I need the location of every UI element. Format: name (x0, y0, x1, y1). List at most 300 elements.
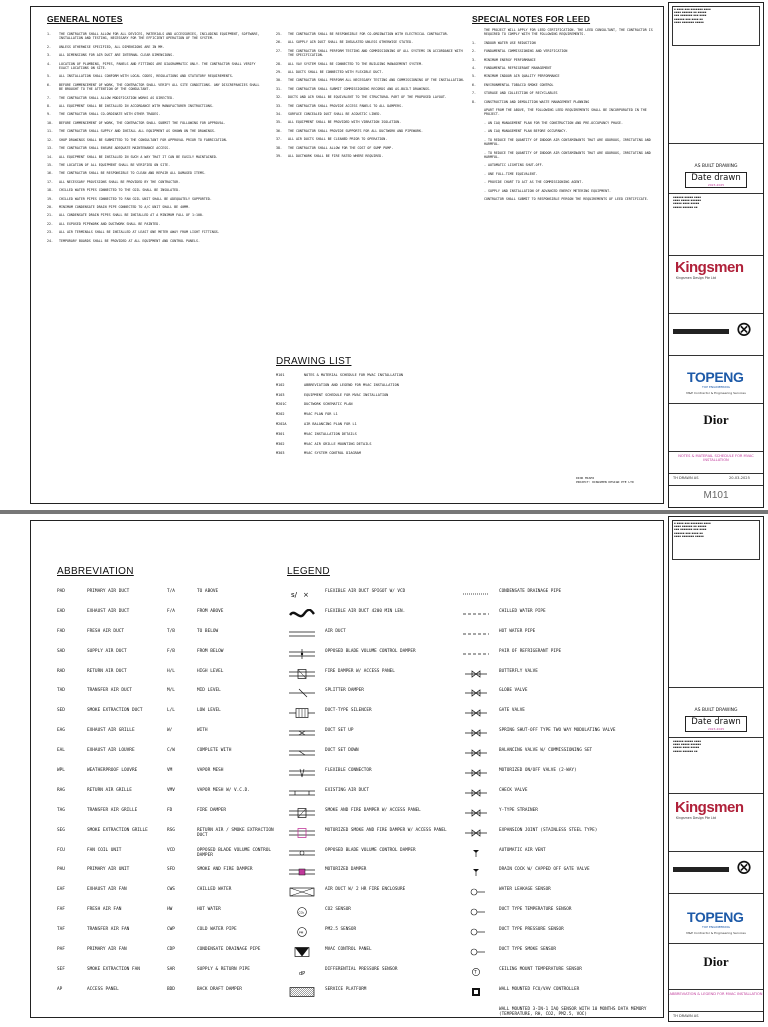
signature-note (576, 477, 634, 485)
abbreviation-row (57, 828, 179, 848)
abbreviation-meaning: PRIMARY AIR FAN (87, 947, 127, 953)
note-number (472, 121, 484, 125)
note-item (472, 197, 658, 201)
abbreviation-row (167, 748, 279, 768)
legend-description: DUCT TYPE SMOKE SENSOR (499, 947, 556, 953)
client-notes: ▪▪▪▪▪▪ ▪▪▪▪▪ ▪▪▪▪ ▪▪▪▪ ▪▪▪▪▪ ▪▪▪▪▪▪ ▪▪▪▪▪ ▪▪▪▪ ▪▪▪▪▪ ▪▪▪▪▪ ▪▪▪▪▪▪ ▪▪ (673, 740, 702, 753)
note-text: FUNDAMENTAL REFRIGERANT MANAGEMENT (484, 66, 552, 71)
note-number: 31. (276, 86, 282, 91)
abbreviation-row (167, 629, 279, 649)
legend-description: CONDENSATE DRAINAGE PIPE (499, 589, 562, 594)
drawing-title: MVAC AIR GRILLE MOUNTING DETAILS (304, 441, 372, 446)
legend-description: AIR DUCT W/ 2 HR FIRE ENCLOSURE (325, 887, 406, 893)
note-text: SHOP DRAWINGS SHALL BE SUBMITTED TO THE CONSULTANT FOR APPROVAL PRIOR TO FABRICATION. (59, 137, 228, 142)
drawing-number: M301 (276, 431, 285, 436)
note-text: THE CONTRACTOR SHALL ENSURE ADEQUATE MAINTENANCE ACCESS. (59, 146, 171, 151)
legend-description: MOTORIZED DAMPER (325, 867, 367, 873)
legend-row (461, 828, 658, 848)
abbreviation-meaning: RETURN AIR DUCT (87, 668, 127, 674)
abbreviation-row (57, 728, 179, 748)
abbreviation-code: RAD (57, 668, 65, 674)
note-number: 5. (47, 74, 51, 79)
note-item (276, 104, 466, 108)
note-item (47, 171, 263, 175)
legend-row (287, 867, 477, 887)
legend-description: OPPOSED BLADE VOLUME CONTROL DAMPER (325, 847, 416, 853)
abbreviation-row (57, 947, 179, 967)
abbreviation-code: T/A (167, 589, 175, 594)
abbreviation-row (57, 887, 179, 907)
note-text: ALL EQUIPMENT SHALL BE PROVIDED WITH VIBRATION ISOLATION. (288, 120, 402, 125)
note-number: 18. (47, 188, 53, 193)
note-item (47, 180, 263, 184)
abbreviation-code: FCU (57, 847, 65, 853)
abbreviation-meaning: SMOKE EXTRACTION DUCT (87, 708, 143, 714)
legend-description: CHILLED WATER PIPE (499, 608, 546, 614)
note-number: 8. (472, 99, 476, 104)
note-item (276, 146, 466, 150)
legend-row (461, 728, 658, 748)
note-text: ALL CONDENSATE DRAIN PIPES SHALL BE INSTALLED AT A MINIMUM FALL OF 1:100. (59, 213, 204, 218)
legend-symbol-platform-icon (287, 987, 325, 997)
legend-row (461, 947, 658, 967)
general-notes-column-2 (276, 32, 466, 163)
legend-description: FLEXIBLE AIR DUCT SPIGOT W/ VCD (325, 589, 406, 594)
legend-symbol-valve-icon (461, 748, 499, 758)
legend-row (287, 728, 477, 748)
topeng-logo: TOPENG (687, 369, 744, 385)
abbreviation-row (57, 688, 179, 708)
legend-row (287, 609, 477, 629)
legend-description: EXISTING AIR DUCT (325, 787, 369, 793)
note-item (47, 74, 263, 78)
note-item (472, 66, 658, 70)
legend-row (287, 768, 477, 788)
note-number: 17. (47, 179, 53, 184)
note-number (472, 129, 484, 133)
note-item (276, 49, 466, 58)
drawing-number: M201C (276, 402, 287, 407)
legend-symbol (461, 1007, 499, 1017)
legend-symbol-pm-icon (287, 927, 325, 937)
legend-description: SERVICE PLATFORM (325, 986, 367, 992)
svg-text:s/: s/ (291, 591, 298, 599)
drawing-number: M302 (276, 441, 285, 446)
date-drawn-value: 2023-2025 (707, 183, 725, 187)
abbreviation-meaning: RETURN AIR / SMOKE EXTRACTION DUCT (197, 827, 274, 838)
note-item (276, 154, 466, 158)
abbreviation-meaning: COLD WATER PIPE (197, 927, 237, 933)
legend-row (287, 748, 477, 768)
legend-symbol-valve-icon (461, 669, 499, 679)
legend-symbol-valve-icon (461, 828, 499, 838)
divider (669, 451, 763, 452)
note-item (47, 129, 263, 133)
note-text: ALL AIR DUCTS SHALL BE CLEANED PRIOR TO OPERATION. (288, 137, 388, 142)
abbreviation-meaning: EXHAUST AIR LOUVRE (87, 748, 135, 754)
abbreviation-column-2 (167, 589, 279, 1007)
kingsmen-subtitle: Kingsmen Design Pte Ltd (676, 816, 716, 820)
note-item (472, 49, 658, 53)
abbreviation-row (57, 987, 179, 1007)
note-text: ALL SUPPLY AIR DUCT SHALL BE INSULATED UNLESS OTHERWISE STATED. (288, 40, 414, 45)
divider (669, 943, 763, 944)
topeng-subtitle-2: M&E Contractor & Engineering Services (686, 931, 746, 935)
abbreviation-meaning: EXHAUST AIR DUCT (87, 608, 130, 614)
note-number: 28. (276, 61, 282, 66)
legend-symbol-up-icon (287, 728, 325, 738)
note-number: 1. (472, 40, 476, 45)
legend-symbol-sensor-icon (461, 927, 499, 937)
note-text: - TO REDUCE THE QUANTITY OF INDOOR AIR CONTAMINANTS THAT ARE ODOROUS, IRRITATING AND HARMFUL. (484, 150, 651, 159)
note-number: 15. (47, 162, 53, 167)
legend-description: SMOKE AND FIRE DAMPER W/ ACCESS PANEL (325, 807, 421, 813)
abbreviation-code: CWS (167, 887, 175, 893)
abbreviation-meaning: TO BELOW (197, 628, 219, 634)
divider (669, 255, 763, 256)
legend-row (461, 788, 658, 808)
legend-symbol-flexconn-icon (287, 768, 325, 778)
abbreviation-meaning: CHILLED WATER (197, 887, 232, 893)
note-item (472, 74, 658, 78)
abbreviation-meaning: COMPLETE WITH (197, 748, 232, 754)
note-text: THE CONTRACTOR SHALL SUBMIT COMMISSIONING RECORDS AND AS-BUILT DRAWINGS. (288, 86, 431, 91)
drawing-list-row (276, 383, 466, 388)
drawing-title: AIR BALANCING PLAN FOR L1 (304, 421, 357, 426)
abbreviation-meaning: TRANSFER AIR DUCT (87, 688, 132, 694)
abbreviation-code: F/A (167, 608, 175, 614)
abbreviation-code: L/L (167, 708, 175, 714)
note-item (47, 112, 263, 116)
legend-description: PM2.5 SENSOR (325, 927, 357, 933)
note-text: THE CONTRACTOR SHALL BE RESPONSIBLE FOR CO-ORDINATION WITH ELECTRICAL CONTRACTOR. (288, 32, 449, 36)
abbreviation-code: TAG (57, 807, 65, 813)
legend-row (461, 669, 658, 689)
note-item (472, 163, 658, 167)
legend-symbol-dot-icon (461, 589, 499, 599)
note-number: 3. (47, 53, 51, 58)
note-number (472, 28, 484, 37)
legend-symbol-square-icon (461, 987, 499, 997)
abbreviation-code: TAD (57, 688, 65, 694)
note-item (47, 138, 263, 142)
legend-row (287, 907, 477, 927)
abbreviation-code: RAG (57, 787, 65, 793)
abbreviation-row (57, 927, 179, 947)
legend-symbol-valve-icon (461, 728, 499, 738)
legend-row (461, 927, 658, 947)
legend-row (287, 947, 477, 967)
note-item (47, 155, 263, 159)
note-number: 36. (276, 128, 282, 133)
legend-symbol-md-icon (287, 867, 325, 877)
legend-description: GLOBE VALVE (499, 688, 528, 694)
abbreviation-meaning: MID LEVEL (197, 688, 221, 694)
svg-text:CO₂: CO₂ (298, 910, 305, 915)
legend-description: FLEXIBLE AIR DUCT 4200 MIN LEN. (325, 608, 406, 614)
note-item (276, 137, 466, 141)
divider (669, 737, 763, 738)
abbreviation-row (57, 748, 179, 768)
abbreviation-row (167, 728, 279, 748)
note-number: 4. (47, 61, 51, 66)
legend-description: DUCT TYPE PRESSURE SENSOR (499, 927, 564, 933)
abbreviation-row (57, 708, 179, 728)
divider (669, 143, 763, 144)
abbreviation-column-1 (57, 589, 179, 1007)
note-text: CHILLED WATER PIPES CONNECTED TO FAN COIL UNIT SHALL BE ADEQUATELY SUPPORTED. (59, 196, 212, 201)
abbreviation-row (57, 629, 179, 649)
note-text: CONSTRUCTION AND DEMOLITION WASTE MANAGEMENT PLANNING (484, 99, 590, 104)
drawing-list-row (276, 432, 466, 437)
drawing-list (276, 373, 466, 461)
legend-symbol-split-icon (287, 688, 325, 698)
legend-description: EXPANSION JOINT (STAINLESS STEEL TYPE) (499, 827, 598, 833)
legend-column-1 (287, 589, 477, 1007)
abbreviation-row (167, 867, 279, 887)
legend-description: FIRE DAMPER W/ ACCESS PANEL (325, 668, 395, 674)
drawing-list-row (276, 402, 466, 407)
note-text: MINIMUM INDOOR AIR QUALITY PERFORMANCE (484, 74, 560, 79)
note-text: STORAGE AND COLLECTION OF RECYCLABLES (484, 91, 558, 96)
legend-description: GATE VALVE (499, 708, 525, 714)
legend-symbol-circle-icon (461, 967, 499, 977)
drawing-title: EQUIPMENT SCHEDULE FOR MVAC INSTALLATION (304, 392, 389, 397)
abbreviation-code: EAF (57, 887, 65, 893)
general-notes-column-1 (47, 32, 263, 247)
note-item (472, 189, 658, 193)
note-number: 22. (47, 221, 53, 226)
legend-row (461, 867, 658, 887)
drawing-title: DUCTWORK SCHEMATIC PLAN (304, 402, 353, 407)
abbreviation-meaning: FRESH AIR DUCT (87, 628, 125, 634)
abbreviation-code: H/L (167, 668, 175, 674)
revision-notes: ▪ ▪▪▪▪ ▪▪▪ ▪▪▪▪▪▪▪ ▪▪▪▪ ▪▪▪▪ ▪▪▪▪▪▪ ▪▪ ▪▪▪▪▪ ▪▪▪ ▪▪▪▪▪▪▪ ▪▪▪ ▪▪▪▪ ▪▪▪▪▪▪ ▪▪▪ ▪▪▪▪ ▪▪ ▪▪▪▪ ▪▪▪▪▪▪▪ ▪▪▪▪▪ (674, 522, 711, 538)
abbreviation-code: PAF (57, 947, 65, 953)
abbreviation-code: W/ (167, 728, 173, 734)
abbreviation-row (167, 788, 279, 808)
legend-row (287, 927, 477, 947)
legend-symbol-dp-icon (287, 967, 325, 977)
note-text: - SUPPLY AND INSTALLATION OF ADVANCED ENERGY METERING EQUIPMENT. (484, 188, 612, 193)
special-notes-leed (472, 28, 658, 205)
abbreviation-row (167, 808, 279, 828)
note-item (276, 95, 466, 99)
drawing-list-row (276, 393, 466, 398)
abbreviation-code: SAR (167, 966, 175, 972)
drawing-sheet-m101 (0, 0, 768, 510)
drawing-number: M202 (276, 412, 285, 417)
legend-row (461, 708, 658, 728)
note-item (276, 32, 466, 36)
note-item (47, 62, 263, 71)
revision-notes: ▪ ▪▪▪▪ ▪▪▪ ▪▪▪▪▪▪▪ ▪▪▪▪ ▪▪▪▪ ▪▪▪▪▪▪ ▪▪ ▪▪▪▪▪ ▪▪▪ ▪▪▪▪▪▪▪ ▪▪▪ ▪▪▪▪ ▪▪▪▪▪▪ ▪▪▪ ▪▪▪▪ ▪▪ ▪▪▪▪ ▪▪▪▪▪▪▪ ▪▪▪▪▪ (674, 8, 711, 24)
abbreviation-row (167, 589, 279, 609)
abbreviation-code: RSG (167, 827, 175, 833)
contractor-logo-bar (673, 329, 729, 334)
signature-line: DIOR MIAMI (576, 476, 595, 480)
kingsmen-subtitle: Kingsmen Design Pte Ltd (676, 276, 716, 280)
abbreviation-row (57, 768, 179, 788)
divider (669, 793, 763, 794)
legend-symbol-valve-icon (461, 808, 499, 818)
note-text: THE CONTRACTOR SHALL PERFORM ALL NECESSARY TESTING AND COMMISSIONING OF THE INSTALLATION. (288, 78, 465, 83)
signature-line: PROJECT: KINGSMEN DESIGN PTE LTD (576, 479, 634, 484)
abbreviation-code: SEG (57, 827, 65, 833)
abbreviation-meaning: SUPPLY AIR DUCT (87, 648, 127, 654)
abbreviation-meaning: FAN COIL UNIT (87, 847, 122, 853)
divider (669, 473, 763, 474)
note-number: 20. (47, 204, 53, 209)
drawing-number: M101 (703, 490, 729, 501)
note-item (47, 45, 263, 49)
legend-description: MOTORIZED ON/OFF VALVE (2-WAY) (499, 768, 577, 774)
legend-description: SPRING SHUT-OFF TYPE TWO WAY MODULATING VALVE (499, 728, 616, 734)
note-number: 30. (276, 78, 282, 83)
note-text: THE CONTRACTOR SHALL BE RESPONSIBLE TO CLEAN AND REPAIR ALL DAMAGED ITEMS. (59, 171, 206, 176)
note-number: 29. (276, 70, 282, 75)
title-block (668, 2, 764, 508)
legend-symbol-valve-icon (461, 768, 499, 778)
note-item (47, 146, 263, 150)
legend-description: HOT WATER PIPE (499, 628, 536, 634)
legend-symbol-dash-icon (461, 649, 499, 659)
abbreviation-meaning: FRESH AIR FAN (87, 907, 122, 913)
legend-description: CHECK VALVE (499, 787, 528, 793)
legend-description: AIR DUCT (325, 628, 346, 634)
legend-description: FLEXIBLE CONNECTOR (325, 768, 372, 774)
legend-symbol-down-icon (287, 748, 325, 758)
general-notes-title: GENERAL NOTES (47, 14, 123, 24)
abbreviation-row (167, 987, 279, 1007)
note-number: 11. (47, 129, 53, 134)
divider (669, 687, 763, 688)
abbreviation-row (57, 649, 179, 669)
note-text: ALL EXPOSED PIPEWORK AND DUCTWORK SHALL BE PAINTED. (59, 221, 161, 226)
note-text: SURFACE CONCEALED DUCT SHALL BE ACOUSTIC LINED. (288, 112, 382, 117)
abbreviation-code: VM (167, 768, 173, 774)
legend-symbol-wave-icon (287, 609, 325, 619)
topeng-subtitle-2: M&E Contractor & Engineering Services (686, 391, 746, 395)
abbreviation-row (167, 688, 279, 708)
legend-symbol-vcd-icon (287, 649, 325, 659)
sheet-title: ABBREVIATION & LEGEND FOR MVAC INSTALLATION (669, 992, 763, 996)
note-text: THE CONTRACTOR SHALL PERFORM TESTING AND COMMISSIONING OF ALL SYSTEMS IN ACCORDANCE WITH THE SPECIFICATION. (288, 48, 463, 58)
drawing-title: NOTES & MATERIAL SCHEDULE FOR MVAC INSTALLATION (304, 373, 404, 377)
legend-row (461, 768, 658, 788)
note-text: BEFORE COMMENCEMENT OF WORK, THE CONTRACTOR SHALL VERIFY ALL SITE CONDITIONS. ANY DISCREPANCIES SHALL BE BROUGHT TO THE ATTENTION OF THE CONSULTANT. (59, 82, 260, 92)
legend-row (287, 887, 477, 907)
abbreviation-code: SED (57, 708, 65, 714)
note-number: 27. (276, 48, 282, 53)
note-text: ALL VAV SYSTEM SHALL BE CONNECTED TO THE BUILDING MANAGEMENT SYSTEM. (288, 61, 423, 66)
legend-symbol-duct-icon (287, 629, 325, 639)
note-number: 33. (276, 103, 282, 108)
drawing-list-row (276, 373, 466, 378)
note-text: - AUTOMATIC LIGHTING SHUT-OFF. (484, 163, 544, 168)
drawing-title: MVAC INSTALLATION DETAILS (304, 431, 357, 436)
drawing-number: M101 (276, 373, 285, 377)
abbreviation-meaning: PRIMARY AIR DUCT (87, 589, 130, 594)
note-item (47, 239, 263, 243)
note-number: 10. (47, 120, 53, 125)
legend-row (461, 987, 658, 1007)
svg-text:dP: dP (299, 970, 306, 977)
abbreviation-row (57, 967, 179, 987)
note-item (47, 222, 263, 226)
note-item (276, 62, 466, 66)
legend-symbol-panel-icon (287, 947, 325, 957)
note-item (472, 151, 658, 160)
abbreviation-meaning: FROM ABOVE (197, 608, 224, 614)
note-number (472, 163, 484, 167)
abbreviation-code: PAD (57, 589, 65, 594)
drawn-by: TH DRAWN AS (673, 1014, 699, 1018)
legend-symbol-vent-icon (461, 848, 499, 858)
abbreviation-code: EAG (57, 728, 65, 734)
dior-logo: Dior (703, 412, 729, 427)
note-item (47, 197, 263, 201)
note-item (47, 230, 263, 234)
abbreviation-meaning: TRANSFER AIR GRILLE (87, 807, 138, 813)
legend-description: DUCT SET DOWN (325, 748, 359, 754)
note-number: 3. (472, 57, 476, 62)
legend-row (287, 708, 477, 728)
note-number (472, 180, 484, 184)
abbreviation-row (57, 848, 179, 868)
note-number: 32. (276, 95, 282, 100)
legend-description: DUCT TYPE TEMPERATURE SENSOR (499, 907, 572, 913)
abbreviation-meaning: PRIMARY AIR UNIT (87, 867, 130, 873)
note-text: THE PROJECT WILL APPLY FOR LEED CERTIFICATION. THE LEED CONSULTANT, THE CONTRACTOR IS REQUIRED TO COMPLY WITH THE FOLLOWING REQUIREMENTS. (484, 28, 653, 37)
note-number: 6. (47, 82, 51, 87)
note-item (472, 121, 658, 125)
legend-row (461, 748, 658, 768)
abbreviation-meaning: VAPOR MESH (197, 768, 224, 774)
note-item (472, 108, 658, 117)
abbreviation-meaning: LOW LEVEL (197, 708, 221, 714)
note-text: ALL NECESSARY PROVISIONS SHALL BE PROVIDED BY THE CONTRACTOR. (59, 179, 181, 184)
legend-row (287, 808, 477, 828)
abbreviation-meaning: BACK DRAFT DAMPER (197, 986, 242, 992)
note-item (276, 120, 466, 124)
note-item (472, 91, 658, 95)
note-text: TEMPORARY BOARDS SHALL BE PROVIDED AT ALL EQUIPMENT AND CONTROL PANELS. (59, 238, 200, 243)
note-item (47, 53, 263, 57)
note-item (472, 100, 658, 104)
legend-symbol-valve-icon (461, 708, 499, 718)
legend-description: AUTOMATIC AIR VENT (499, 847, 546, 853)
note-text: UNLESS OTHERWISE SPECIFIED, ALL DIMENSIONS ARE IN MM. (59, 44, 165, 49)
note-text: - TO REDUCE THE QUANTITY OF INDOOR AIR CONTAMINANTS THAT ARE ODOROUS, IRRITATING AND HARMFUL. (484, 137, 651, 147)
svg-text:T: T (474, 969, 477, 975)
note-item (472, 138, 658, 147)
abbreviation-code: BDD (167, 986, 175, 992)
legend-row (461, 589, 658, 609)
abbreviation-meaning: EXHAUST AIR FAN (87, 887, 127, 893)
note-number: 25. (276, 32, 282, 36)
legend-title: LEGEND (287, 566, 330, 577)
divider (669, 193, 763, 194)
note-item (47, 205, 263, 209)
abbreviation-code: F/B (167, 648, 175, 654)
abbreviation-code: CWP (167, 927, 175, 933)
legend-symbol-sensor-icon (461, 947, 499, 957)
note-item (47, 188, 263, 192)
title-block (668, 516, 764, 1022)
note-number: 24. (47, 238, 53, 243)
note-number (472, 138, 484, 147)
